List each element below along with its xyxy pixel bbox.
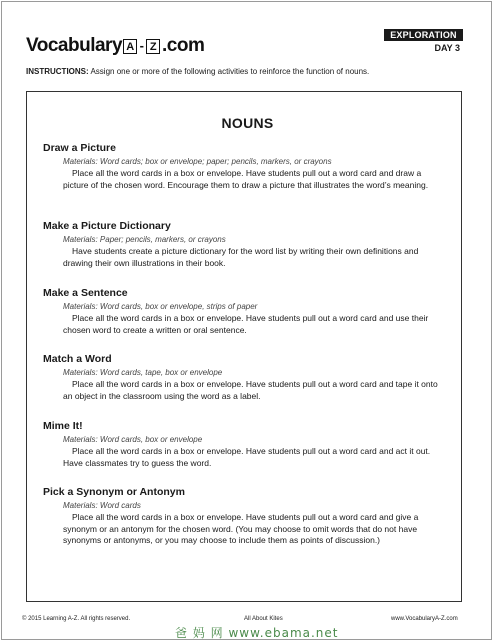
- activity-materials: [63, 368, 443, 378]
- activity-pick-a-synonym-or-antonym: [43, 486, 443, 547]
- logo-block-a: A: [123, 39, 137, 54]
- materials-label: Materials:: [63, 435, 98, 444]
- materials-label: Materials:: [63, 157, 98, 166]
- instructions: [26, 67, 369, 76]
- footer-website[interactable]: www.VocabularyA-Z.com: [391, 616, 458, 622]
- activity-heading: Mime It!: [43, 420, 83, 432]
- logo-block-z: Z: [146, 39, 160, 54]
- activity-description: Place all the word cards in a box or envelope. Have students pull out a word card and tape it onto an object in the classroom using the word as a label.: [63, 379, 438, 401]
- activity-materials: [63, 302, 443, 312]
- activity-description: Place all the word cards in a box or envelope. Have students pull out a word card and act it out. Have classmates try to guess the word.: [63, 446, 431, 468]
- logo-text-right: .com: [162, 35, 205, 56]
- activity-materials: [63, 501, 443, 511]
- materials-label: Materials:: [63, 501, 98, 510]
- activity-heading: Make a Sentence: [43, 287, 128, 299]
- materials-text: Word cards, box or envelope, strips of paper: [99, 302, 258, 311]
- logo-text-left: Vocabulary: [26, 35, 123, 56]
- materials-text: Word cards, box or envelope: [99, 435, 203, 444]
- activity-draw-a-picture: [43, 142, 443, 191]
- activity-mime-it: [43, 420, 443, 469]
- materials-label: Materials:: [63, 368, 98, 377]
- activity-materials: [63, 157, 443, 167]
- exploration-badge: EXPLORATION: [384, 29, 463, 41]
- activity-heading: Make a Picture Dictionary: [43, 220, 171, 232]
- activity-materials: [63, 435, 443, 445]
- materials-text: Paper; pencils, markers, or crayons: [99, 235, 226, 244]
- activity-match-a-word: [43, 353, 443, 402]
- materials-label: Materials:: [63, 302, 98, 311]
- vocabulary-az-logo: [26, 35, 204, 57]
- footer-title: All About Kites: [244, 616, 283, 622]
- activity-heading: Match a Word: [43, 353, 112, 365]
- activity-heading: Pick a Synonym or Antonym: [43, 486, 185, 498]
- activity-description: Place all the word cards in a box or envelope. Have students pull out a word card and give a synonym or an antonym for the chosen word. (You may choose to omit words that do not have synonyms or antonyms, or you may choose to include them as points of discussion.): [63, 512, 419, 545]
- activity-description: Have students create a picture dictionary for the word list by writing their own definitions and drawing their own illustrations in their book.: [63, 246, 419, 268]
- activity-make-a-sentence: [43, 287, 443, 336]
- footer-copyright: © 2015 Learning A-Z. All rights reserved.: [22, 616, 131, 622]
- logo-block-dash: -: [139, 37, 144, 53]
- materials-text: Word cards: [99, 501, 141, 510]
- activity-description: Place all the word cards in a box or envelope. Have students pull out a word card and use their chosen word to create a written or oral sentence.: [63, 313, 429, 335]
- page-title: NOUNS: [221, 115, 274, 131]
- logo-blocks: [123, 39, 161, 54]
- watermark: 爸 妈 网 www.ebama.net: [175, 626, 339, 640]
- activity-description: Place all the word cards in a box or envelope. Have students pull out a word card and draw a picture of the chosen word. Encourage them to draw a picture that illustrates the word’s meaning.: [63, 168, 429, 190]
- activity-materials: [63, 235, 443, 245]
- instructions-label: INSTRUCTIONS:: [26, 67, 89, 76]
- day-label: DAY 3: [434, 43, 460, 53]
- materials-text: Word cards, tape, box or envelope: [99, 368, 223, 377]
- activity-make-a-picture-dictionary: [43, 220, 443, 269]
- activity-heading: Draw a Picture: [43, 142, 116, 154]
- materials-label: Materials:: [63, 235, 98, 244]
- materials-text: Word cards; box or envelope; paper; pencils, markers, or crayons: [99, 157, 332, 166]
- instructions-text: Assign one or more of the following activities to reinforce the function of nouns.: [90, 67, 370, 76]
